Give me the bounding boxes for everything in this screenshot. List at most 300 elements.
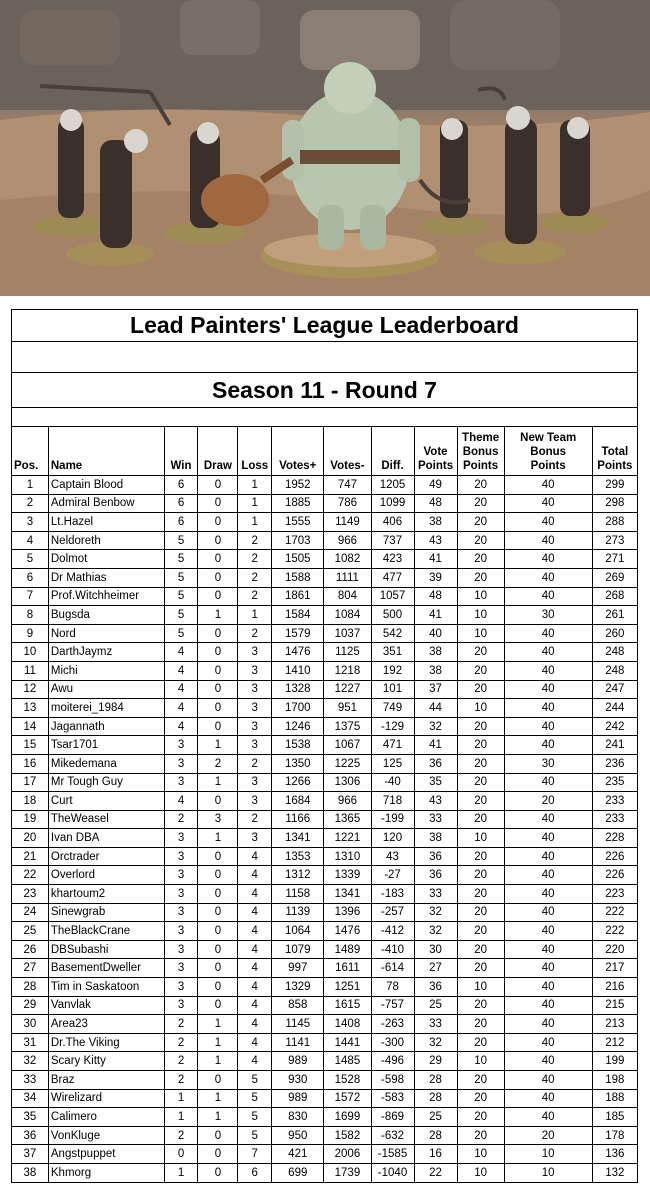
spacer-row bbox=[12, 408, 638, 427]
cell-votes-minus: 1125 bbox=[324, 643, 371, 662]
cell-win: 4 bbox=[164, 792, 198, 811]
table-row bbox=[12, 1089, 638, 1108]
cell-loss: 7 bbox=[238, 1145, 272, 1164]
cell-diff: 737 bbox=[371, 531, 414, 550]
table-row bbox=[12, 829, 638, 848]
cell-team-bonus: 40 bbox=[504, 978, 592, 997]
cell-name: Tim in Saskatoon bbox=[48, 978, 164, 997]
cell-votes-plus: 1266 bbox=[272, 773, 324, 792]
cell-loss: 4 bbox=[238, 903, 272, 922]
cell-win: 4 bbox=[164, 699, 198, 718]
cell-name: Awu bbox=[48, 680, 164, 699]
cell-pos: 36 bbox=[12, 1126, 49, 1145]
cell-theme-bonus: 20 bbox=[457, 550, 504, 569]
cell-total: 261 bbox=[592, 606, 637, 625]
cell-win: 1 bbox=[164, 1163, 198, 1182]
cell-loss: 2 bbox=[238, 568, 272, 587]
cell-team-bonus: 40 bbox=[504, 568, 592, 587]
cell-draw: 0 bbox=[198, 568, 238, 587]
cell-theme-bonus: 10 bbox=[457, 829, 504, 848]
cell-total: 223 bbox=[592, 885, 637, 904]
cell-vote-points: 37 bbox=[414, 680, 457, 699]
cell-diff: -1040 bbox=[371, 1163, 414, 1182]
cell-votes-plus: 1861 bbox=[272, 587, 324, 606]
cell-win: 3 bbox=[164, 866, 198, 885]
cell-win: 6 bbox=[164, 494, 198, 513]
column-headers bbox=[12, 427, 638, 476]
cell-loss: 3 bbox=[238, 792, 272, 811]
cell-draw: 0 bbox=[198, 531, 238, 550]
cell-diff: 101 bbox=[371, 680, 414, 699]
cell-votes-minus: 1375 bbox=[324, 717, 371, 736]
table-row bbox=[12, 568, 638, 587]
cell-loss: 5 bbox=[238, 1071, 272, 1090]
miniatures-illustration bbox=[0, 0, 650, 296]
cell-votes-minus: 1251 bbox=[324, 978, 371, 997]
cell-draw: 1 bbox=[198, 1015, 238, 1034]
cell-loss: 2 bbox=[238, 587, 272, 606]
cell-vote-points: 25 bbox=[414, 996, 457, 1015]
cell-pos: 21 bbox=[12, 847, 49, 866]
cell-votes-minus: 1408 bbox=[324, 1015, 371, 1034]
cell-diff: -183 bbox=[371, 885, 414, 904]
cell-team-bonus: 20 bbox=[504, 1126, 592, 1145]
table-row bbox=[12, 792, 638, 811]
cell-votes-minus: 1310 bbox=[324, 847, 371, 866]
cell-draw: 0 bbox=[198, 996, 238, 1015]
cell-votes-minus: 1341 bbox=[324, 885, 371, 904]
cell-pos: 7 bbox=[12, 587, 49, 606]
header-vote-points: Vote Points bbox=[414, 427, 457, 476]
cell-votes-plus: 1341 bbox=[272, 829, 324, 848]
cell-total: 217 bbox=[592, 959, 637, 978]
table-row bbox=[12, 1071, 638, 1090]
cell-vote-points: 48 bbox=[414, 587, 457, 606]
cell-name: Prof.Witchheimer bbox=[48, 587, 164, 606]
cell-team-bonus: 40 bbox=[504, 736, 592, 755]
cell-votes-plus: 1684 bbox=[272, 792, 324, 811]
table-row bbox=[12, 587, 638, 606]
cell-theme-bonus: 20 bbox=[457, 494, 504, 513]
cell-total: 244 bbox=[592, 699, 637, 718]
cell-loss: 1 bbox=[238, 606, 272, 625]
cell-votes-minus: 804 bbox=[324, 587, 371, 606]
cell-vote-points: 38 bbox=[414, 829, 457, 848]
cell-team-bonus: 10 bbox=[504, 1163, 592, 1182]
cell-total: 212 bbox=[592, 1033, 637, 1052]
cell-diff: -412 bbox=[371, 922, 414, 941]
cell-team-bonus: 40 bbox=[504, 847, 592, 866]
cell-vote-points: 41 bbox=[414, 736, 457, 755]
cell-win: 1 bbox=[164, 1089, 198, 1108]
cell-pos: 10 bbox=[12, 643, 49, 662]
cell-name: Ivan DBA bbox=[48, 829, 164, 848]
cell-total: 299 bbox=[592, 476, 637, 495]
cell-loss: 1 bbox=[238, 476, 272, 495]
cell-theme-bonus: 20 bbox=[457, 1108, 504, 1127]
cell-draw: 0 bbox=[198, 699, 238, 718]
cell-votes-minus: 1615 bbox=[324, 996, 371, 1015]
cell-team-bonus: 40 bbox=[504, 1108, 592, 1127]
cell-team-bonus: 40 bbox=[504, 1033, 592, 1052]
cell-theme-bonus: 10 bbox=[457, 1145, 504, 1164]
cell-theme-bonus: 10 bbox=[457, 587, 504, 606]
cell-votes-minus: 1084 bbox=[324, 606, 371, 625]
cell-theme-bonus: 20 bbox=[457, 643, 504, 662]
cell-diff: -199 bbox=[371, 810, 414, 829]
cell-vote-points: 32 bbox=[414, 922, 457, 941]
cell-win: 3 bbox=[164, 959, 198, 978]
cell-votes-plus: 1952 bbox=[272, 476, 324, 495]
cell-votes-minus: 1067 bbox=[324, 736, 371, 755]
cell-loss: 3 bbox=[238, 661, 272, 680]
cell-name: Captain Blood bbox=[48, 476, 164, 495]
table-row bbox=[12, 866, 638, 885]
cell-loss: 2 bbox=[238, 624, 272, 643]
cell-pos: 12 bbox=[12, 680, 49, 699]
cell-diff: -263 bbox=[371, 1015, 414, 1034]
header-loss: Loss bbox=[238, 427, 272, 476]
cell-vote-points: 40 bbox=[414, 624, 457, 643]
cell-pos: 34 bbox=[12, 1089, 49, 1108]
cell-win: 2 bbox=[164, 1015, 198, 1034]
cell-loss: 4 bbox=[238, 847, 272, 866]
cell-pos: 22 bbox=[12, 866, 49, 885]
table-row bbox=[12, 754, 638, 773]
cell-diff: 471 bbox=[371, 736, 414, 755]
cell-draw: 0 bbox=[198, 513, 238, 532]
cell-votes-plus: 1141 bbox=[272, 1033, 324, 1052]
cell-pos: 19 bbox=[12, 810, 49, 829]
cell-votes-plus: 1885 bbox=[272, 494, 324, 513]
table-row bbox=[12, 996, 638, 1015]
cell-win: 3 bbox=[164, 903, 198, 922]
cell-theme-bonus: 10 bbox=[457, 624, 504, 643]
header-team-bonus: New Team Bonus Points bbox=[504, 427, 592, 476]
cell-team-bonus: 40 bbox=[504, 1071, 592, 1090]
cell-win: 5 bbox=[164, 587, 198, 606]
cell-vote-points: 28 bbox=[414, 1089, 457, 1108]
header-votes-plus: Votes+ bbox=[272, 427, 324, 476]
header-draw: Draw bbox=[198, 427, 238, 476]
cell-votes-plus: 1350 bbox=[272, 754, 324, 773]
cell-total: 188 bbox=[592, 1089, 637, 1108]
cell-name: Dolmot bbox=[48, 550, 164, 569]
cell-theme-bonus: 20 bbox=[457, 996, 504, 1015]
cell-theme-bonus: 20 bbox=[457, 754, 504, 773]
cell-team-bonus: 40 bbox=[504, 550, 592, 569]
cell-vote-points: 32 bbox=[414, 717, 457, 736]
cell-diff: -410 bbox=[371, 940, 414, 959]
cell-votes-minus: 1699 bbox=[324, 1108, 371, 1127]
cell-votes-plus: 1166 bbox=[272, 810, 324, 829]
cell-loss: 5 bbox=[238, 1089, 272, 1108]
cell-total: 222 bbox=[592, 922, 637, 941]
cell-draw: 0 bbox=[198, 866, 238, 885]
cell-total: 273 bbox=[592, 531, 637, 550]
cell-team-bonus: 40 bbox=[504, 624, 592, 643]
table-row bbox=[12, 940, 638, 959]
cell-name: VonKluge bbox=[48, 1126, 164, 1145]
cell-vote-points: 28 bbox=[414, 1071, 457, 1090]
cell-name: Area23 bbox=[48, 1015, 164, 1034]
cell-win: 2 bbox=[164, 1033, 198, 1052]
cell-loss: 4 bbox=[238, 978, 272, 997]
cell-theme-bonus: 20 bbox=[457, 1071, 504, 1090]
cell-diff: 192 bbox=[371, 661, 414, 680]
cell-theme-bonus: 20 bbox=[457, 959, 504, 978]
cell-draw: 0 bbox=[198, 922, 238, 941]
cell-team-bonus: 40 bbox=[504, 773, 592, 792]
cell-votes-minus: 1572 bbox=[324, 1089, 371, 1108]
cell-theme-bonus: 10 bbox=[457, 1052, 504, 1071]
cell-votes-plus: 1079 bbox=[272, 940, 324, 959]
cell-team-bonus: 40 bbox=[504, 717, 592, 736]
cell-votes-plus: 1410 bbox=[272, 661, 324, 680]
cell-team-bonus: 40 bbox=[504, 940, 592, 959]
table-row bbox=[12, 1033, 638, 1052]
cell-name: Curt bbox=[48, 792, 164, 811]
cell-diff: -27 bbox=[371, 866, 414, 885]
cell-theme-bonus: 10 bbox=[457, 1163, 504, 1182]
cell-total: 268 bbox=[592, 587, 637, 606]
cell-total: 199 bbox=[592, 1052, 637, 1071]
table-row bbox=[12, 661, 638, 680]
cell-vote-points: 22 bbox=[414, 1163, 457, 1182]
cell-votes-minus: 1339 bbox=[324, 866, 371, 885]
cell-pos: 31 bbox=[12, 1033, 49, 1052]
table-row bbox=[12, 847, 638, 866]
cell-theme-bonus: 20 bbox=[457, 866, 504, 885]
table-row bbox=[12, 736, 638, 755]
cell-team-bonus: 40 bbox=[504, 476, 592, 495]
cell-team-bonus: 40 bbox=[504, 661, 592, 680]
table-row bbox=[12, 699, 638, 718]
cell-name: khartoum2 bbox=[48, 885, 164, 904]
table-row bbox=[12, 531, 638, 550]
cell-name: Dr.The Viking bbox=[48, 1033, 164, 1052]
cell-pos: 6 bbox=[12, 568, 49, 587]
cell-diff: 718 bbox=[371, 792, 414, 811]
cell-name: Tsar1701 bbox=[48, 736, 164, 755]
cell-draw: 0 bbox=[198, 847, 238, 866]
cell-name: Braz bbox=[48, 1071, 164, 1090]
cell-votes-minus: 1082 bbox=[324, 550, 371, 569]
cell-win: 4 bbox=[164, 680, 198, 699]
cell-name: Overlord bbox=[48, 866, 164, 885]
header-win: Win bbox=[164, 427, 198, 476]
table-row bbox=[12, 494, 638, 513]
table-row bbox=[12, 1145, 638, 1164]
cell-diff: -40 bbox=[371, 773, 414, 792]
cell-pos: 13 bbox=[12, 699, 49, 718]
cell-draw: 0 bbox=[198, 624, 238, 643]
cell-vote-points: 38 bbox=[414, 643, 457, 662]
cell-theme-bonus: 20 bbox=[457, 513, 504, 532]
header-total: Total Points bbox=[592, 427, 637, 476]
cell-draw: 0 bbox=[198, 1126, 238, 1145]
cell-diff: -598 bbox=[371, 1071, 414, 1090]
table-row bbox=[12, 717, 638, 736]
cell-loss: 3 bbox=[238, 829, 272, 848]
cell-total: 271 bbox=[592, 550, 637, 569]
cell-team-bonus: 40 bbox=[504, 903, 592, 922]
cell-diff: 423 bbox=[371, 550, 414, 569]
cell-draw: 0 bbox=[198, 550, 238, 569]
cell-vote-points: 48 bbox=[414, 494, 457, 513]
miniatures-photo bbox=[0, 0, 650, 296]
cell-draw: 0 bbox=[198, 792, 238, 811]
cell-votes-plus: 1246 bbox=[272, 717, 324, 736]
cell-vote-points: 43 bbox=[414, 792, 457, 811]
cell-draw: 1 bbox=[198, 1033, 238, 1052]
cell-pos: 15 bbox=[12, 736, 49, 755]
cell-total: 132 bbox=[592, 1163, 637, 1182]
cell-diff: -583 bbox=[371, 1089, 414, 1108]
cell-votes-minus: 1396 bbox=[324, 903, 371, 922]
cell-loss: 2 bbox=[238, 531, 272, 550]
cell-theme-bonus: 10 bbox=[457, 606, 504, 625]
cell-win: 4 bbox=[164, 643, 198, 662]
blank-row bbox=[12, 342, 638, 373]
cell-team-bonus: 40 bbox=[504, 922, 592, 941]
cell-win: 3 bbox=[164, 773, 198, 792]
cell-win: 3 bbox=[164, 940, 198, 959]
cell-loss: 4 bbox=[238, 1033, 272, 1052]
cell-votes-minus: 1582 bbox=[324, 1126, 371, 1145]
cell-loss: 1 bbox=[238, 513, 272, 532]
cell-draw: 0 bbox=[198, 494, 238, 513]
cell-name: DarthJaymz bbox=[48, 643, 164, 662]
cell-votes-minus: 1225 bbox=[324, 754, 371, 773]
cell-vote-points: 28 bbox=[414, 1126, 457, 1145]
header-name: Name bbox=[48, 427, 164, 476]
cell-win: 5 bbox=[164, 531, 198, 550]
cell-win: 5 bbox=[164, 550, 198, 569]
cell-diff: 500 bbox=[371, 606, 414, 625]
cell-pos: 16 bbox=[12, 754, 49, 773]
cell-diff: -300 bbox=[371, 1033, 414, 1052]
table-row bbox=[12, 922, 638, 941]
cell-win: 3 bbox=[164, 754, 198, 773]
cell-votes-minus: 1476 bbox=[324, 922, 371, 941]
cell-draw: 0 bbox=[198, 885, 238, 904]
cell-pos: 1 bbox=[12, 476, 49, 495]
cell-team-bonus: 40 bbox=[504, 810, 592, 829]
cell-diff: -632 bbox=[371, 1126, 414, 1145]
cell-diff: 1099 bbox=[371, 494, 414, 513]
cell-draw: 3 bbox=[198, 810, 238, 829]
cell-total: 136 bbox=[592, 1145, 637, 1164]
cell-name: TheWeasel bbox=[48, 810, 164, 829]
cell-draw: 0 bbox=[198, 940, 238, 959]
cell-diff: 78 bbox=[371, 978, 414, 997]
cell-theme-bonus: 20 bbox=[457, 1126, 504, 1145]
cell-draw: 0 bbox=[198, 476, 238, 495]
cell-team-bonus: 10 bbox=[504, 1145, 592, 1164]
cell-win: 0 bbox=[164, 1145, 198, 1164]
cell-draw: 0 bbox=[198, 643, 238, 662]
cell-votes-plus: 950 bbox=[272, 1126, 324, 1145]
cell-total: 185 bbox=[592, 1108, 637, 1127]
cell-loss: 4 bbox=[238, 1015, 272, 1034]
cell-win: 2 bbox=[164, 1052, 198, 1071]
header-pos: Pos. bbox=[12, 427, 49, 476]
cell-name: Michi bbox=[48, 661, 164, 680]
cell-loss: 2 bbox=[238, 550, 272, 569]
cell-theme-bonus: 20 bbox=[457, 810, 504, 829]
cell-draw: 0 bbox=[198, 959, 238, 978]
cell-total: 233 bbox=[592, 792, 637, 811]
cell-vote-points: 38 bbox=[414, 661, 457, 680]
cell-team-bonus: 40 bbox=[504, 1015, 592, 1034]
cell-votes-plus: 421 bbox=[272, 1145, 324, 1164]
cell-diff: 542 bbox=[371, 624, 414, 643]
cell-pos: 29 bbox=[12, 996, 49, 1015]
cell-pos: 30 bbox=[12, 1015, 49, 1034]
cell-pos: 27 bbox=[12, 959, 49, 978]
cell-votes-plus: 1555 bbox=[272, 513, 324, 532]
cell-total: 233 bbox=[592, 810, 637, 829]
cell-theme-bonus: 20 bbox=[457, 736, 504, 755]
cell-name: Jagannath bbox=[48, 717, 164, 736]
cell-team-bonus: 40 bbox=[504, 531, 592, 550]
cell-draw: 0 bbox=[198, 1145, 238, 1164]
cell-name: Khmorg bbox=[48, 1163, 164, 1182]
cell-draw: 1 bbox=[198, 736, 238, 755]
cell-theme-bonus: 20 bbox=[457, 568, 504, 587]
cell-diff: -257 bbox=[371, 903, 414, 922]
table-row bbox=[12, 1052, 638, 1071]
cell-win: 1 bbox=[164, 1108, 198, 1127]
cell-pos: 20 bbox=[12, 829, 49, 848]
cell-diff: 125 bbox=[371, 754, 414, 773]
cell-vote-points: 35 bbox=[414, 773, 457, 792]
cell-team-bonus: 40 bbox=[504, 643, 592, 662]
cell-pos: 38 bbox=[12, 1163, 49, 1182]
cell-diff: 120 bbox=[371, 829, 414, 848]
cell-win: 5 bbox=[164, 606, 198, 625]
cell-vote-points: 32 bbox=[414, 1033, 457, 1052]
cell-pos: 2 bbox=[12, 494, 49, 513]
cell-team-bonus: 40 bbox=[504, 1089, 592, 1108]
table-row bbox=[12, 624, 638, 643]
cell-diff: -1585 bbox=[371, 1145, 414, 1164]
cell-win: 3 bbox=[164, 736, 198, 755]
cell-votes-plus: 699 bbox=[272, 1163, 324, 1182]
cell-pos: 35 bbox=[12, 1108, 49, 1127]
cell-votes-minus: 1149 bbox=[324, 513, 371, 532]
cell-vote-points: 29 bbox=[414, 1052, 457, 1071]
cell-name: Admiral Benbow bbox=[48, 494, 164, 513]
cell-win: 6 bbox=[164, 476, 198, 495]
cell-pos: 11 bbox=[12, 661, 49, 680]
cell-total: 216 bbox=[592, 978, 637, 997]
cell-loss: 4 bbox=[238, 940, 272, 959]
cell-votes-plus: 1329 bbox=[272, 978, 324, 997]
cell-name: Scary Kitty bbox=[48, 1052, 164, 1071]
cell-total: 215 bbox=[592, 996, 637, 1015]
cell-name: Neldoreth bbox=[48, 531, 164, 550]
cell-total: 178 bbox=[592, 1126, 637, 1145]
cell-loss: 3 bbox=[238, 773, 272, 792]
cell-draw: 0 bbox=[198, 903, 238, 922]
cell-total: 220 bbox=[592, 940, 637, 959]
table-row bbox=[12, 1015, 638, 1034]
cell-win: 3 bbox=[164, 829, 198, 848]
cell-diff: 351 bbox=[371, 643, 414, 662]
cell-diff: -869 bbox=[371, 1108, 414, 1127]
